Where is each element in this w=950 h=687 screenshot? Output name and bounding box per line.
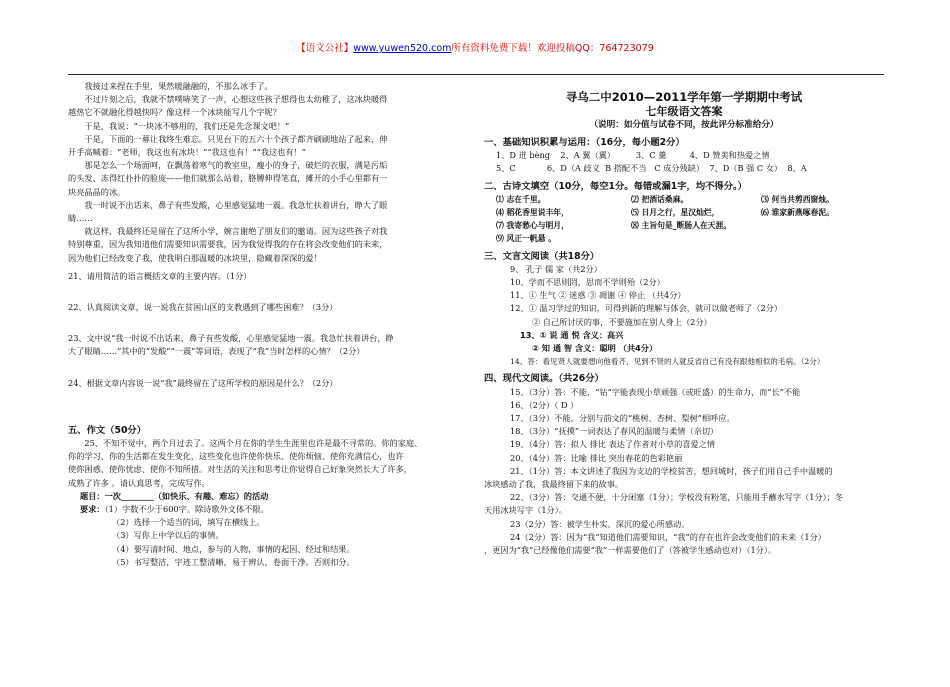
section-2-heading: 二、古诗文填空（10分，每空1分。每错或漏1字，均不得分。） [484,180,747,192]
question-21: 21、请用简洁的语言概括文章的主要内容。（1分） [68,270,252,281]
story-line: 块亮晶晶的冰。 [68,186,126,197]
story-line: 那是怎么一个场面呵，在飘荡着寒气的教室里，瘦小的身子，破烂的衣服，满是污垢 [84,160,388,171]
story-line: 我接过来捏在手里，果然暖融融的，不那么冰手了。 [84,81,273,91]
story-line: 于是，我说：“一块冰不够用的，我们还是先念课文吧！” [84,120,290,131]
modern-answer: 21、（1分）答：本文讲述了我因为支边的学校贫苦，想回城时，孩子们用自己手中温暖的 [510,465,833,476]
question-23-line1: 23、文中说“我一时说不出话来，鼻子有些发酸，心里感觉猛地一震。我急忙扶着讲台，睁 [68,333,394,344]
header-prefix: 【语文公社】 [296,43,354,54]
modern-answer: 22、（3分）答：交通不便，十分闭塞（1分）；学校没有粉笔，只能用手蘸水写字（1分）；冬 [510,492,844,503]
classical-answer: ② 知 通 智 含义：聪明 （共4分） [532,343,658,354]
story-line: 开手高喊着：“老师，我这也有冰块！”“我这也有！”“我这也有！” [68,147,306,158]
poem-answer-row: ⑺ 我寄愁心与明月， ⑻ 主旨句是_断肠人在天涯。 [496,221,732,231]
section-3-heading: 三、文言文阅读（共18分） [484,250,600,262]
question-24: 24、根据文章内容说一说“我”最终留在了这所学校的原因是什么？（2分） [68,377,338,388]
essay-requirement: （2）选择一个适当的词，填写在横线上。 [112,517,265,528]
story-line: 不过片刻之后，我就不禁噗哧笑了一声，心想这些孩子想得也太幼稚了，这冰块暖得 [84,94,388,105]
header-rule [68,74,884,75]
classical-answer: 11、① 生气 ② 迷惑 ③ 凋谢 ④ 停止 （共4分） [510,290,686,301]
story-line: 越热它不就融化得越快吗？像这样一个冰块能写几个字呢？ [68,107,281,118]
essay-requirement: （5）书写整洁，字迹工整清晰，易于辨认，卷面干净。否则扣分。 [112,556,355,567]
question-23-line2: 大了眼睛……”其中的“发酸”“一震”等词语，表现了“我”当时怎样的心情？（2分） [68,346,365,357]
poem-answer-row: ⑼ 风正一帆悬 。 [496,234,557,244]
story-line: 睛…… [68,213,93,224]
story-line: 我一时说不出话来，鼻子有些发酸，心里感觉猛地一震。我急忙扶着讲台，睁大了眼 [84,199,388,210]
scoring-note: （说明：如分值与试卷不同，按此评分标准给分） [589,120,779,130]
header-suffix: 所有资料免费下载！欢迎投稿 [451,43,575,54]
modern-answer: 19、（4分）答：拟人 排比 表达了作者对小草的喜爱之情 [510,439,716,450]
essay-line: 25、不知不觉中，两个月过去了。这两个月在你的学生生涯里也许是最不寻常的。你的家庭、 [84,438,423,449]
essay-requirement: （4）要写清时间、地点，参与的人物，事情的起因、经过和结果。 [112,543,355,554]
requirements-label: 要求： [80,504,105,515]
classical-answer: ② 自己所讨厌的事，不要施加在别人身上（2分） [532,316,712,327]
essay-requirement: （3）写你上中学以后的事情。 [112,530,224,541]
modern-answer: 20、（4分）答：比喻 排比 突出春花的色彩艳丽 [510,452,683,463]
essay-requirement: 要求：（1）字数不少于600字。除诗歌外文体不限。 [80,504,269,515]
header-url-link[interactable]: www.yuwen520.com [353,43,452,54]
answer-title: 寻乌二中2010—2011学年第一学期期中考试 [565,90,803,104]
classical-answer: 10、学而不思则罔，思而不学则殆（2分） [510,277,665,288]
modern-answer: 16、（2分）（ D ） [510,399,579,410]
modern-answer: 17、（3分）不能，分别与前文的“桃树、杏树、梨树”相呼应。 [510,413,735,424]
modern-answer: 天用冰块写字（1分）。 [484,505,567,516]
section-1-answers: 1、D 迸 bèng 2、A 翼（翼） 3、C 羹 4、D 赞美和热爱之情 [496,150,770,161]
classical-answer: 13、① 说 通 悦 含义：高兴 [520,329,624,340]
classical-answer: 14、答：看见贤人就要想向他看齐，见到不贤的人就反省自己有没有跟他相似的毛病。（2分） [510,357,825,367]
essay-topic: 题目：一次________（如快乐、有趣、难忘）的活动 [80,490,269,501]
story-line: 的头发、冻得红扑扑的脸庞——他们就那么站着，胳膊伸得笔直，摊开的小手心里都有一 [68,173,388,184]
section-5-heading: 五、作文（50分） [68,424,147,436]
modern-answer: 24（2分）答：因为“我”知道他们需要知识，“我”的存在也许会改变他们的未来（1分） [510,531,826,542]
modern-answer: 15、（3分）答：不能，“钻”字能表现小草顽强（或旺盛）的生命力，而“长”不能 [510,386,801,397]
left-column [68,80,464,569]
right-column [484,80,884,557]
story-line: 因为他们已经改变了我，使我明白那温暖的冰块里，隐藏着深深的爱！ [68,252,322,263]
poem-answer-row: ⑴ 志在千里。 ⑵ 把酒话桑麻。 ⑶ 何当共剪西窗烛。 [496,194,834,204]
story-line: 特别尊重，因为我知道他们需要知识需要我，因为我觉得我的存在将会改变他们的未来， [68,239,388,250]
answer-subtitle: 七年级语文答案 [645,105,723,118]
section-1-answers: 5、C 6、D（A 歧义 B 搭配不当 C 成分残缺） 7、D（B 强 C 女） 8、A [496,163,807,174]
essay-line: 成熟了许多 。请认真思考，完成写作。 [68,477,210,488]
modern-answer: 23（2分）答：被学生朴实、深沉的爱心所感动。 [510,518,690,529]
modern-answer: 冰块感动了我，我最终留下来的故事。 [484,479,624,490]
story-text [68,80,464,265]
poem-answer-row: ⑷ 稻花香里说丰年， ⑸ 日月之行，星汉灿烂， ⑹ 谁家新燕啄春泥。 [496,208,834,218]
modern-answer: ，更因为“我”已经像他们需要“我”一样需要他们了（答被学生感动也对）（1分）。 [484,545,777,556]
modern-answer: 18、（3分）“抚摸”一词表达了春风的温暖与柔情（亲切） [510,426,719,437]
page-header [0,40,950,54]
essay-prompt [68,437,464,490]
story-line: 于是，下面的一幕让我终生难忘。只见台下的五六十个孩子都齐刷刷地站了起来，伸 [84,133,388,144]
question-22: 22、认真阅读文章，说一说我在贫困山区的支教遇到了哪些困难？（3分） [68,302,338,313]
section-4-heading: 四、现代文阅读。（共26分） [484,373,604,385]
header-qq: QQ：764723079 [574,43,654,54]
section-1-heading: 一、基础知识积累与运用：（16分，每小题2分） [484,137,685,148]
classical-answer: 12、① 温习学过的知识，可得到新的理解与体会，就可以做老师了（2分） [510,303,783,314]
classical-answer: 9、 孔子 儒 家（共2分） [510,263,602,274]
story-line: 就这样，我最终还是留在了这所小学，婉言谢绝了朋友们的邀请。因为这些孩子对我 [84,226,388,237]
essay-line: 使你困惑、使你忧虑、使你不知所措。对生活的关注和思考让你觉得自己好象突然长大了许多， [68,464,412,475]
essay-line: 你的学习、你的生活都在发生变化，这些变化也许使你快乐、使你烦恼、使你充满信心，也许 [68,451,404,462]
